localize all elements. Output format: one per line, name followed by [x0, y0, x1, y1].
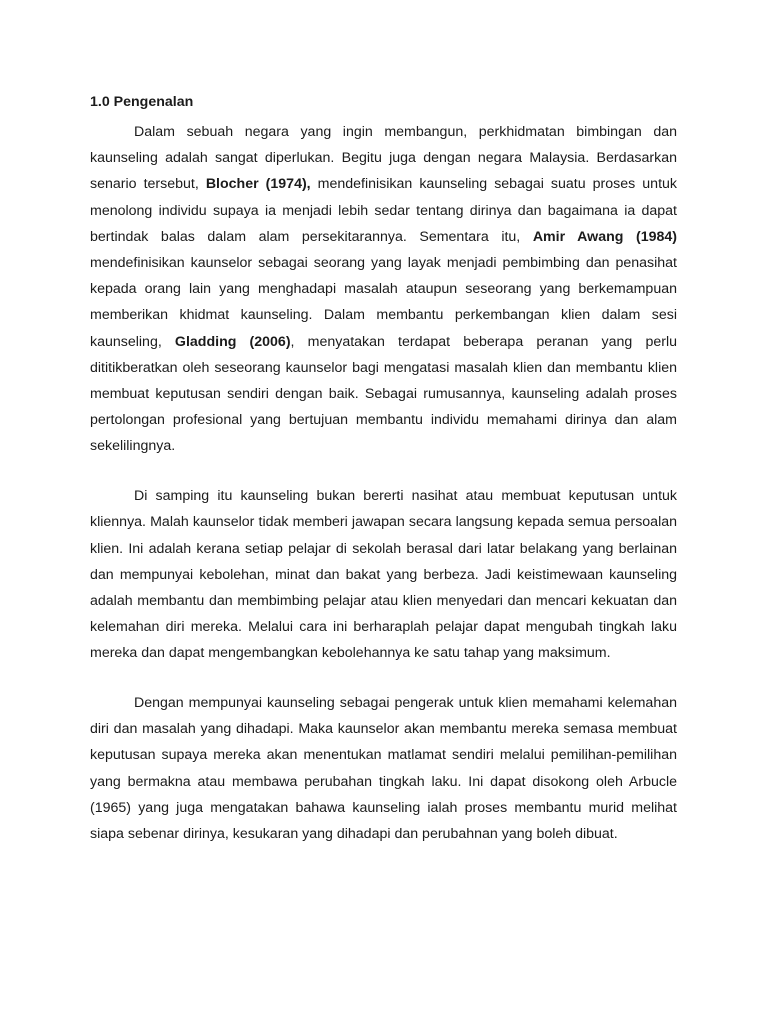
citation-gladding: Gladding (2006) — [174, 333, 291, 350]
paragraph-text: mendefinisikan kaunseling sebagai suatu proses untuk menolong individu supaya ia menjadi lebih sedar tentang dirinya dan bagaimana ia dapat bertindak balas dalam alam persekitarannya. Sementara itu, — [90, 176, 677, 245]
paragraph-text: mendefinisikan kaunselor sebagai seorang yang layak menjadi pembimbing dan penasihat kepada orang lain yang menghadapi masalah ataupun seseorang yang berkemampuan memberikan khidmat kaunseling. Dalam membantu perkembangan klien dalam sesi kaunseling, — [90, 255, 677, 350]
paragraph-text: Dalam sebuah negara yang ingin membangun, perkhidmatan bimbingan dan kaunseling adalah sangat diperlukan. Begitu juga dengan negara Malaysia. Berdasarkan senario tersebut, — [90, 124, 677, 193]
document-body — [90, 92, 677, 871]
paragraph-1 — [90, 119, 677, 460]
paragraph-text: Dengan mempunyai kaunseling sebagai pengerak untuk klien memahami kelemahan diri dan masalah yang dihadapi. Maka kaunselor akan membantu mereka semasa membuat keputusan supaya mereka akan menentukan matlamat sendiri melalui pemilihan-pemilihan yang bermakna atau membawa perubahan tingkah laku. Ini dapat disokong oleh Arbucle (1965) yang juga mengatakan bahawa kaunseling ialah proses membantu murid melihat siapa sebenar dirinya, kesukaran yang dihadapi dan perubahnan yang boleh dibuat. — [90, 695, 677, 843]
citation-amir-awang: Amir Awang (1984) — [532, 228, 677, 245]
paragraph-text: , menyatakan terdapat beberapa peranan yang perlu dititikberatkan oleh seseorang kaunselor bagi mengatasi masalah klien dan membantu klien membuat keputusan sendiri dengan baik. Sebagai rumusannya, kaunseling adalah proses pertolongan profesional yang bertujuan membantu individu memahami dirinya dan alam sekelilingnya. — [90, 333, 677, 455]
paragraph-text: Di samping itu kaunseling bukan bererti nasihat atau membuat keputusan untuk kliennya. Malah kaunselor tidak memberi jawapan secara langsung kepada semua persoalan klien. Ini adalah kerana setiap pelajar di sekolah berasal dari latar belakang yang berlainan dan mempunyai kebolehan, minat dan bakat yang berbeza. Jadi keistimewaan kaunseling adalah membantu dan membimbing pelajar atau klien menyedari dan mencari kekuatan dan kelemahan diri mereka. Melalui cara ini berharaplah pelajar dapat mengubah tingkah laku mereka dan dapat mengembangkan kebolehannya ke satu tahap yang maksimum. — [90, 488, 677, 662]
citation-blocher: Blocher (1974), — [205, 176, 311, 193]
section-heading: 1.0 Pengenalan — [90, 94, 194, 110]
paragraph-3 — [90, 690, 677, 847]
paragraph-2 — [90, 483, 677, 666]
